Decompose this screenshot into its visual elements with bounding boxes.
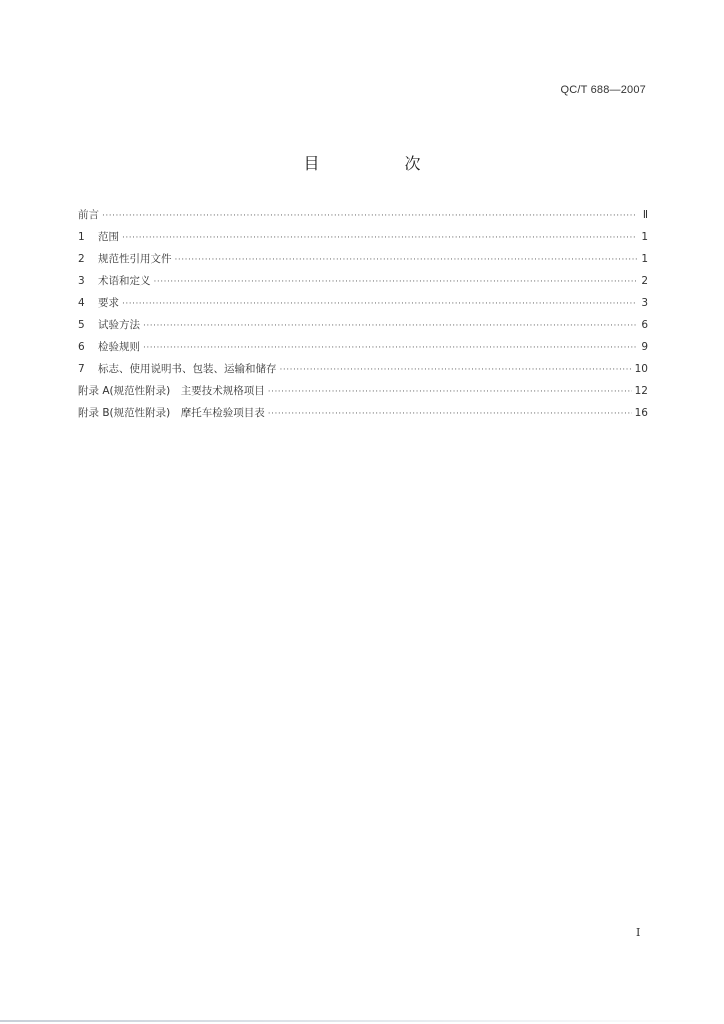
toc-entry-page: 1 — [641, 253, 648, 265]
toc-dot-leader — [143, 343, 637, 353]
toc-entry-page: 6 — [641, 319, 648, 331]
toc-entry-label: 检验规则 — [98, 341, 140, 353]
page-number: Ⅰ — [636, 926, 641, 939]
toc-entry-foreword[interactable] — [78, 207, 648, 229]
toc-entry-inspection-rules[interactable] — [78, 339, 648, 361]
toc-entry-label: 附录 B(规范性附录) 摩托车检验项目表 — [78, 407, 265, 419]
toc-entry-number: 3 — [78, 275, 85, 287]
toc-entry-page: 1 — [641, 231, 648, 243]
toc-dot-leader — [102, 211, 637, 221]
toc-dot-leader — [280, 365, 632, 375]
toc-entry-label: 前言 — [78, 209, 99, 221]
scan-edge-divider — [0, 1020, 724, 1022]
toc-entry-label: 附录 A(规范性附录) 主要技术规格项目 — [78, 385, 265, 397]
toc-dot-leader — [154, 277, 638, 287]
toc-entry-label: 规范性引用文件 — [98, 253, 172, 265]
toc-entry-label: 范围 — [98, 231, 119, 243]
toc-dot-leader — [175, 255, 638, 265]
toc-entry-page: 3 — [641, 297, 648, 309]
toc-entry-test-methods[interactable] — [78, 317, 648, 339]
toc-entry-label: 标志、使用说明书、包装、运输和储存 — [98, 363, 277, 375]
toc-entry-normative-references[interactable] — [78, 251, 648, 273]
toc-entry-number: 7 — [78, 363, 85, 375]
toc-entry-requirements[interactable] — [78, 295, 648, 317]
table-of-contents — [78, 207, 648, 427]
toc-entry-page: 9 — [641, 341, 648, 353]
toc-entry-page: 12 — [634, 385, 648, 397]
toc-dot-leader — [122, 299, 637, 309]
toc-entry-scope[interactable] — [78, 229, 648, 251]
toc-dot-leader — [268, 409, 632, 419]
toc-dot-leader — [143, 321, 637, 331]
standard-number: QC/T 688—2007 — [560, 84, 646, 96]
toc-entry-annex-b[interactable] — [78, 405, 648, 427]
toc-entry-marking-packaging[interactable] — [78, 361, 648, 383]
toc-entry-label: 要求 — [98, 297, 119, 309]
toc-entry-page: 16 — [634, 407, 648, 419]
toc-entry-label: 术语和定义 — [98, 275, 151, 287]
toc-entry-page: 10 — [634, 363, 648, 375]
page-title: 目 次 — [303, 154, 461, 173]
toc-entry-annex-a[interactable] — [78, 383, 648, 405]
toc-entry-number: 4 — [78, 297, 85, 309]
toc-entry-number: 5 — [78, 319, 85, 331]
toc-dot-leader — [268, 387, 632, 397]
toc-entry-terms-definitions[interactable] — [78, 273, 648, 295]
toc-entry-page: 2 — [641, 275, 648, 287]
toc-entry-page: Ⅱ — [642, 209, 648, 221]
toc-entry-number: 2 — [78, 253, 85, 265]
toc-dot-leader — [122, 233, 637, 243]
toc-entry-label: 试验方法 — [98, 319, 140, 331]
toc-entry-number: 1 — [78, 231, 85, 243]
toc-entry-number: 6 — [78, 341, 85, 353]
